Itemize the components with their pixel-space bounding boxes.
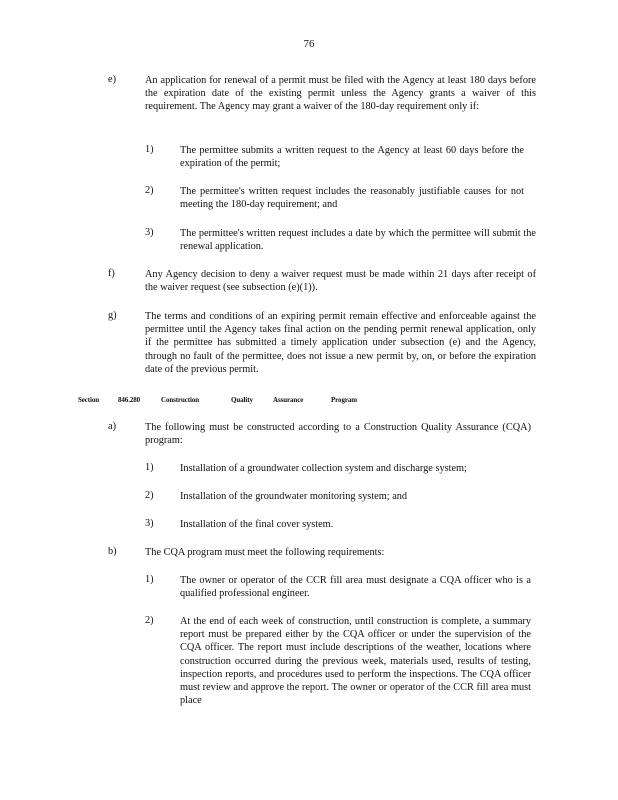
item-b1-text: The owner or operator of the CCR fill area must designate a CQA officer who is a qualified professional engineer. [180, 575, 531, 600]
subsection-g-label: g) [108, 310, 117, 321]
subsection-f-text: Any Agency decision to deny a waiver request must be made within 21 days after receipt of the waiver request (see subsection (e)(1)). [145, 269, 536, 294]
section-title-word-2: Quality [231, 396, 253, 404]
item-e3-text: The permittee's written request includes a date by which the permittee will submit the renewal application. [180, 228, 536, 253]
item-b2-label: 2) [145, 615, 154, 626]
item-e1-text: The permittee submits a written request to the Agency at least 60 days before the expiration of the permit; [180, 145, 524, 170]
subsection-b-label: b) [108, 546, 117, 557]
item-a3-label: 3) [145, 518, 154, 529]
section-title-word-1: Construction [161, 396, 200, 404]
subsection-f-label: f) [108, 268, 115, 279]
section-title-word-4: Program [331, 396, 357, 404]
item-a2-text: Installation of the groundwater monitoring system; and [180, 491, 408, 502]
subsection-e-label: e) [108, 74, 116, 85]
item-e2-text: The permittee's written request includes the reasonably justifiable causes for not meeting the 180-day requirement; and [180, 186, 524, 211]
page-number: 76 [303, 38, 315, 50]
item-e2-label: 2) [145, 185, 154, 196]
subsection-a-text: The following must be constructed according to a Construction Quality Assurance (CQA) program: [145, 422, 531, 447]
section-title-word-3: Assurance [273, 396, 304, 404]
subsection-e-text: An application for renewal of a permit must be filed with the Agency at least 180 days before the expiration date of the existing permit unless the Agency grants a waiver of this requirement. The Agency may grant a waiver of the 180-day requirement only if: [145, 75, 536, 113]
section-number: 846.280 [118, 396, 141, 404]
item-e1-label: 1) [145, 144, 154, 155]
item-a1-text: Installation of a groundwater collection system and discharge system; [180, 463, 467, 474]
item-a1-label: 1) [145, 462, 154, 473]
subsection-a-label: a) [108, 421, 116, 432]
section-word: Section [78, 396, 100, 404]
item-e3-label: 3) [145, 227, 154, 238]
subsection-g-text: The terms and conditions of an expiring permit remain effective and enforceable against the permittee until the Agency takes final action on the pending permit renewal application, only if the permittee has submitted a timely application under subsection (e) and the Agency, through no fault of the permittee, does not issue a new permit by, on, or before the expiration date of the previous permit. [145, 311, 536, 375]
item-b1-label: 1) [145, 574, 154, 585]
item-b2-text: At the end of each week of construction, until construction is complete, a summary report must be prepared either by the CQA officer or under the supervision of the CQA officer. The report must include descriptions of the weather, locations where construction occurred during the previous week, materials used, results of testing, inspection reports, and procedures used to perform the inspections. The CQA officer must review and approve the report. The owner or operator of the CCR fill area must place [180, 616, 531, 707]
subsection-b-text: The CQA program must meet the following requirements: [145, 547, 385, 558]
item-a2-label: 2) [145, 490, 154, 501]
item-a3-text: Installation of the final cover system. [180, 519, 334, 530]
